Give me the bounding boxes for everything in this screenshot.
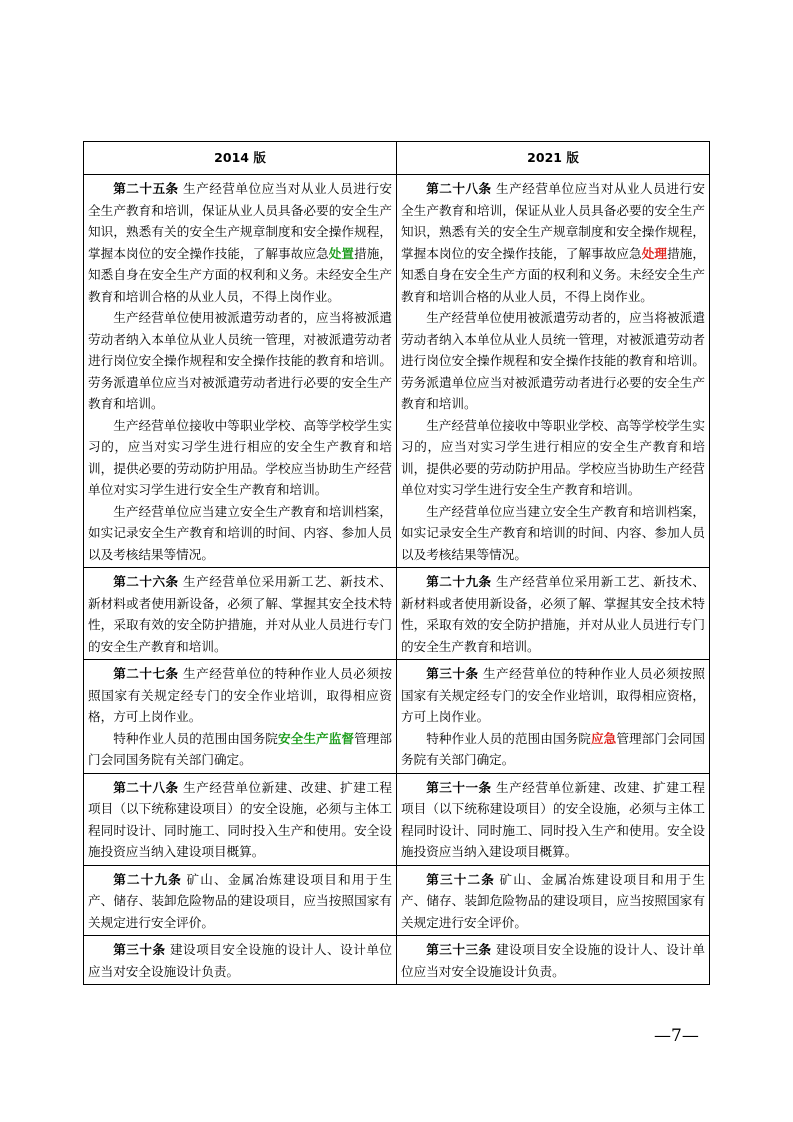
article-paragraph [401,728,705,771]
text-segment: 生产经营单位的特种作业人员必须按照国家有关规定经专门的安全作业培训，取得相应资格，方可上岗作业。 [401,666,706,724]
article-paragraph [88,571,392,657]
cell-2014 [84,865,397,936]
table-row [84,936,710,985]
article-paragraph [401,178,705,307]
column-header-2014: 2014 版 [84,142,397,175]
table-row [84,175,710,568]
page-number: —7— [654,1026,699,1046]
cell-2021 [397,568,710,660]
text-segment: 管理部门会同国务院有关部门确定。 [401,730,706,767]
text-segment: 生产经营单位采用新工艺、新技术、新材料或者使用新设备，必须了解、掌握其安全技术特性，采取有效的安全防护措施，并对从业人员进行专门的安全生产教育和培训。 [88,574,393,654]
text-segment: 生产经营单位接收中等职业学校、高等学校学生实习的，应当对实习学生进行相应的安全生产教育和培训，提供必要的劳动防护用品。学校应当协助生产经营单位对实习学生进行安全生产教育和培训。 [88,417,392,497]
text-segment: 特种作业人员的范围由国务院 [113,730,278,746]
article-number: 第三十二条 [426,871,496,887]
text-segment: 生产经营单位采用新工艺、新技术、新材料或者使用新设备，必须了解、掌握其安全技术特性，采取有效的安全防护措施，并对从业人员进行专门的安全生产教育和培训。 [401,574,706,654]
text-segment: 生产经营单位的特种作业人员必须按照国家有关规定经专门的安全作业培训，取得相应资格，方可上岗作业。 [88,666,393,724]
article-number: 第二十六条 [113,574,179,589]
article-paragraph [401,869,705,934]
article-paragraph [88,501,392,566]
article-number: 第三十条 [113,942,166,957]
highlight-new-text: 应急 [591,730,617,746]
article-paragraph [401,777,705,863]
cell-2014 [84,660,397,774]
table-row [84,773,710,865]
text-segment: 生产经营单位应当对从业人员进行安全生产教育和培训，保证从业人员具备必要的安全生产知识，熟悉有关的安全生产规章制度和安全操作规程，掌握本岗位的安全操作技能，了解事故应急 [401,181,706,261]
article-paragraph [401,415,705,501]
table-header-row [84,142,710,175]
cell-2014 [84,568,397,660]
article-paragraph [88,777,392,863]
text-segment: 生产经营单位接收中等职业学校、高等学校学生实习的，应当对实习学生进行相应的安全生产教育和培训，提供必要的劳动防护用品。学校应当协助生产经营单位对实习学生进行安全生产教育和培训。 [401,417,705,497]
article-number: 第二十八条 [426,181,492,196]
article-number: 第二十九条 [426,574,492,589]
text-segment: 建设项目安全设施的设计人、设计单位应当对安全设施设计负责。 [401,942,706,979]
cell-2021 [397,865,710,936]
article-paragraph [401,501,705,566]
article-paragraph [88,728,392,771]
article-paragraph [88,307,392,415]
text-segment: 矿山、金属冶炼建设项目和用于生产、储存、装卸危险物品的建设项目，应当按照国家有关规定进行安全评价。 [401,871,706,930]
table-row [84,865,710,936]
highlight-old-text: 处置 [328,245,355,261]
text-segment: 生产经营单位使用被派遣劳动者的，应当将被派遣劳动者纳入本单位从业人员统一管理，对被派遣劳动者进行岗位安全操作规程和安全操作技能的教育和培训。劳务派遣单位应当对被派遣劳动者进行必要的安全生产教育和培训。 [88,310,392,411]
highlight-old-text: 安全生产监督 [278,730,355,746]
article-paragraph [401,307,705,415]
text-segment: 措施，知悉自身在安全生产方面的权利和义务。未经安全生产教育和培训合格的从业人员，不得上岗作业。 [401,245,706,304]
text-segment: 生产经营单位应当建立安全生产教育和培训档案，如实记录安全生产教育和培训的时间、内容、参加人员以及考核结果等情况。 [88,503,392,562]
cell-2021 [397,175,710,568]
cell-2021 [397,660,710,774]
cell-2021 [397,773,710,865]
comparison-table [83,141,710,985]
text-segment: 生产经营单位应当建立安全生产教育和培训档案，如实记录安全生产教育和培训的时间、内容、参加人员以及考核结果等情况。 [401,503,705,562]
article-paragraph [88,415,392,501]
article-paragraph [88,939,392,982]
article-number: 第三十一条 [426,779,492,795]
table-row [84,568,710,660]
cell-2014 [84,175,397,568]
table-body [84,175,710,985]
text-segment: 管理部门会同国务院有关部门确定。 [88,730,393,767]
text-segment: 生产经营单位新建、改建、扩建工程项目（以下统称建设项目）的安全设施，必须与主体工程同时设计、同时施工、同时投入生产和使用。安全设施投资应当纳入建设项目概算。 [88,779,393,859]
text-segment: 生产经营单位应当对从业人员进行安全生产教育和培训，保证从业人员具备必要的安全生产知识，熟悉有关的安全生产规章制度和安全操作规程，掌握本岗位的安全操作技能，了解事故应急 [88,181,393,261]
text-segment: 生产经营单位新建、改建、扩建工程项目（以下统称建设项目）的安全设施，必须与主体工程同时设计、同时施工、同时投入生产和使用。安全设施投资应当纳入建设项目概算。 [401,779,706,859]
article-paragraph [401,939,705,982]
article-paragraph [401,663,705,728]
article-paragraph [88,869,392,934]
article-number: 第三十三条 [426,942,492,957]
article-number: 第二十七条 [113,666,179,681]
text-segment: 矿山、金属冶炼建设项目和用于生产、储存、装卸危险物品的建设项目，应当按照国家有关规定进行安全评价。 [88,871,393,930]
text-segment: 措施，知悉自身在安全生产方面的权利和义务。未经安全生产教育和培训合格的从业人员，不得上岗作业。 [88,245,393,304]
article-paragraph [88,178,392,307]
article-paragraph [401,571,705,657]
column-header-2021: 2021 版 [397,142,710,175]
table-row [84,660,710,774]
highlight-new-text: 处理 [641,245,668,261]
text-segment: 生产经营单位使用被派遣劳动者的，应当将被派遣劳动者纳入本单位从业人员统一管理，对被派遣劳动者进行岗位安全操作规程和安全操作技能的教育和培训。劳务派遣单位应当对被派遣劳动者进行必要的安全生产教育和培训。 [401,310,705,411]
text-segment: 建设项目安全设施的设计人、设计单位应当对安全设施设计负责。 [88,942,393,979]
article-number: 第二十九条 [113,871,183,887]
cell-2014 [84,773,397,865]
cell-2014 [84,936,397,985]
cell-2021 [397,936,710,985]
article-number: 第二十八条 [113,779,179,795]
article-number: 第二十五条 [113,181,179,196]
article-paragraph [88,663,392,728]
article-number: 第三十条 [426,666,479,681]
text-segment: 特种作业人员的范围由国务院 [426,730,591,746]
